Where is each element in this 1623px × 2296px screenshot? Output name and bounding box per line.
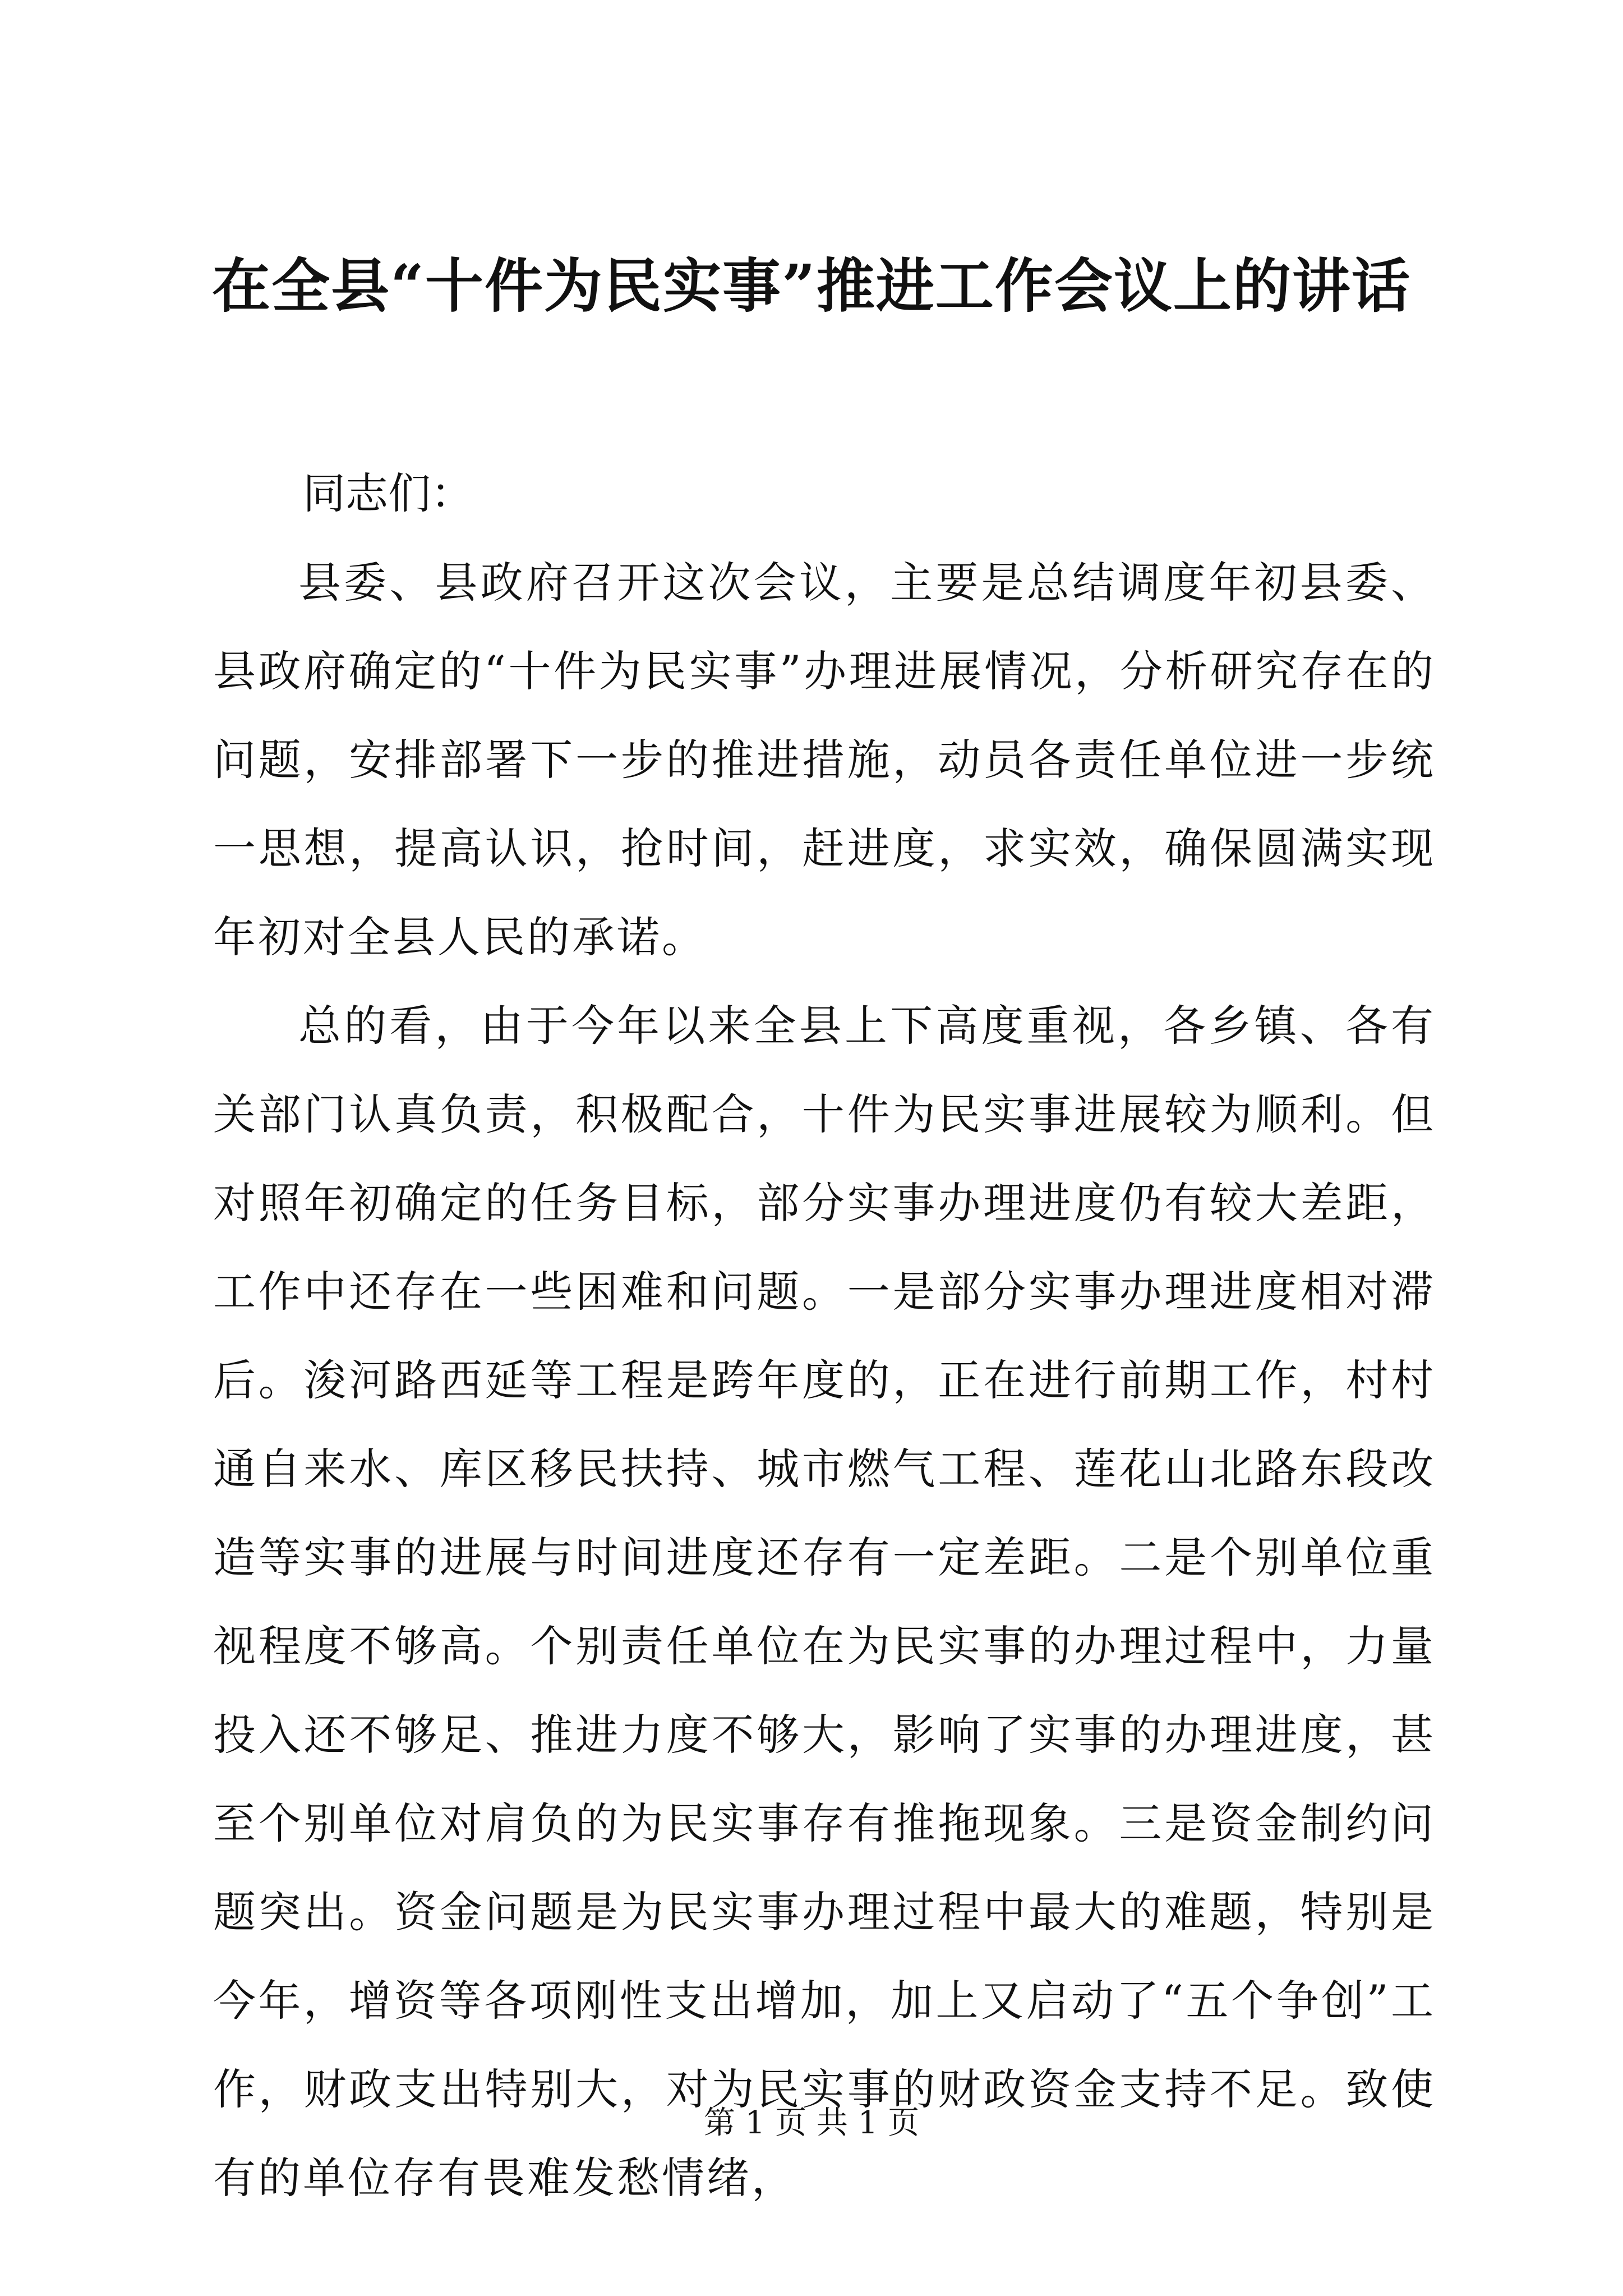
- page-number-footer: 第 1 页 共 1 页: [703, 2105, 920, 2141]
- salutation: 同志们：: [303, 468, 473, 518]
- paragraph-2: 总的看，由于今年以来全县上下高度重视，各乡镇、各有关部门认真负责，积极配合，十件为民实事进展较为顺利。但对照年初确定的任务目标，部分实事办理进度仍有较大差距，工作中还存在一些困难和问题。一是部分实事办理进度相对滞后。浚河路西延等工程是跨年度的，正在进行前期工作，村村通自来水、库区移民扶持、城市燃气工程、莲花山北路东段改造等实事的进展与时间进度还存有一定差距。二是个别单位重视程度不够高。个别责任单位在为民实事的办理过程中，力量投入还不够足、推进力度不够大，影响了实事的办理进度，甚至个别单位对肩负的为民实事存有推拖现象。三是资金制约问题突出。资金问题是为民实事办理过程中最大的难题，特别是今年，增资等各项刚性支出增加，加上又启动了“五个争创”工作，财政支出特别大，对为民实事的财政资金支持不足。致使有的单位存有畏难发愁情绪，: [213, 1001, 1436, 2203]
- document-body: [213, 539, 1436, 2223]
- paragraph-1: 县委、县政府召开这次会议，主要是总结调度年初县委、县政府确定的“十件为民实事”办理进展情况，分析研究存在的问题，安排部署下一步的推进措施，动员各责任单位进一步统一思想，提高认识，抢时间，赶进度，求实效，确保圆满实现年初对全县人民的承诺。: [213, 558, 1436, 962]
- document-title: 在全县“十件为民实事”推进工作会议上的讲话: [212, 251, 1411, 320]
